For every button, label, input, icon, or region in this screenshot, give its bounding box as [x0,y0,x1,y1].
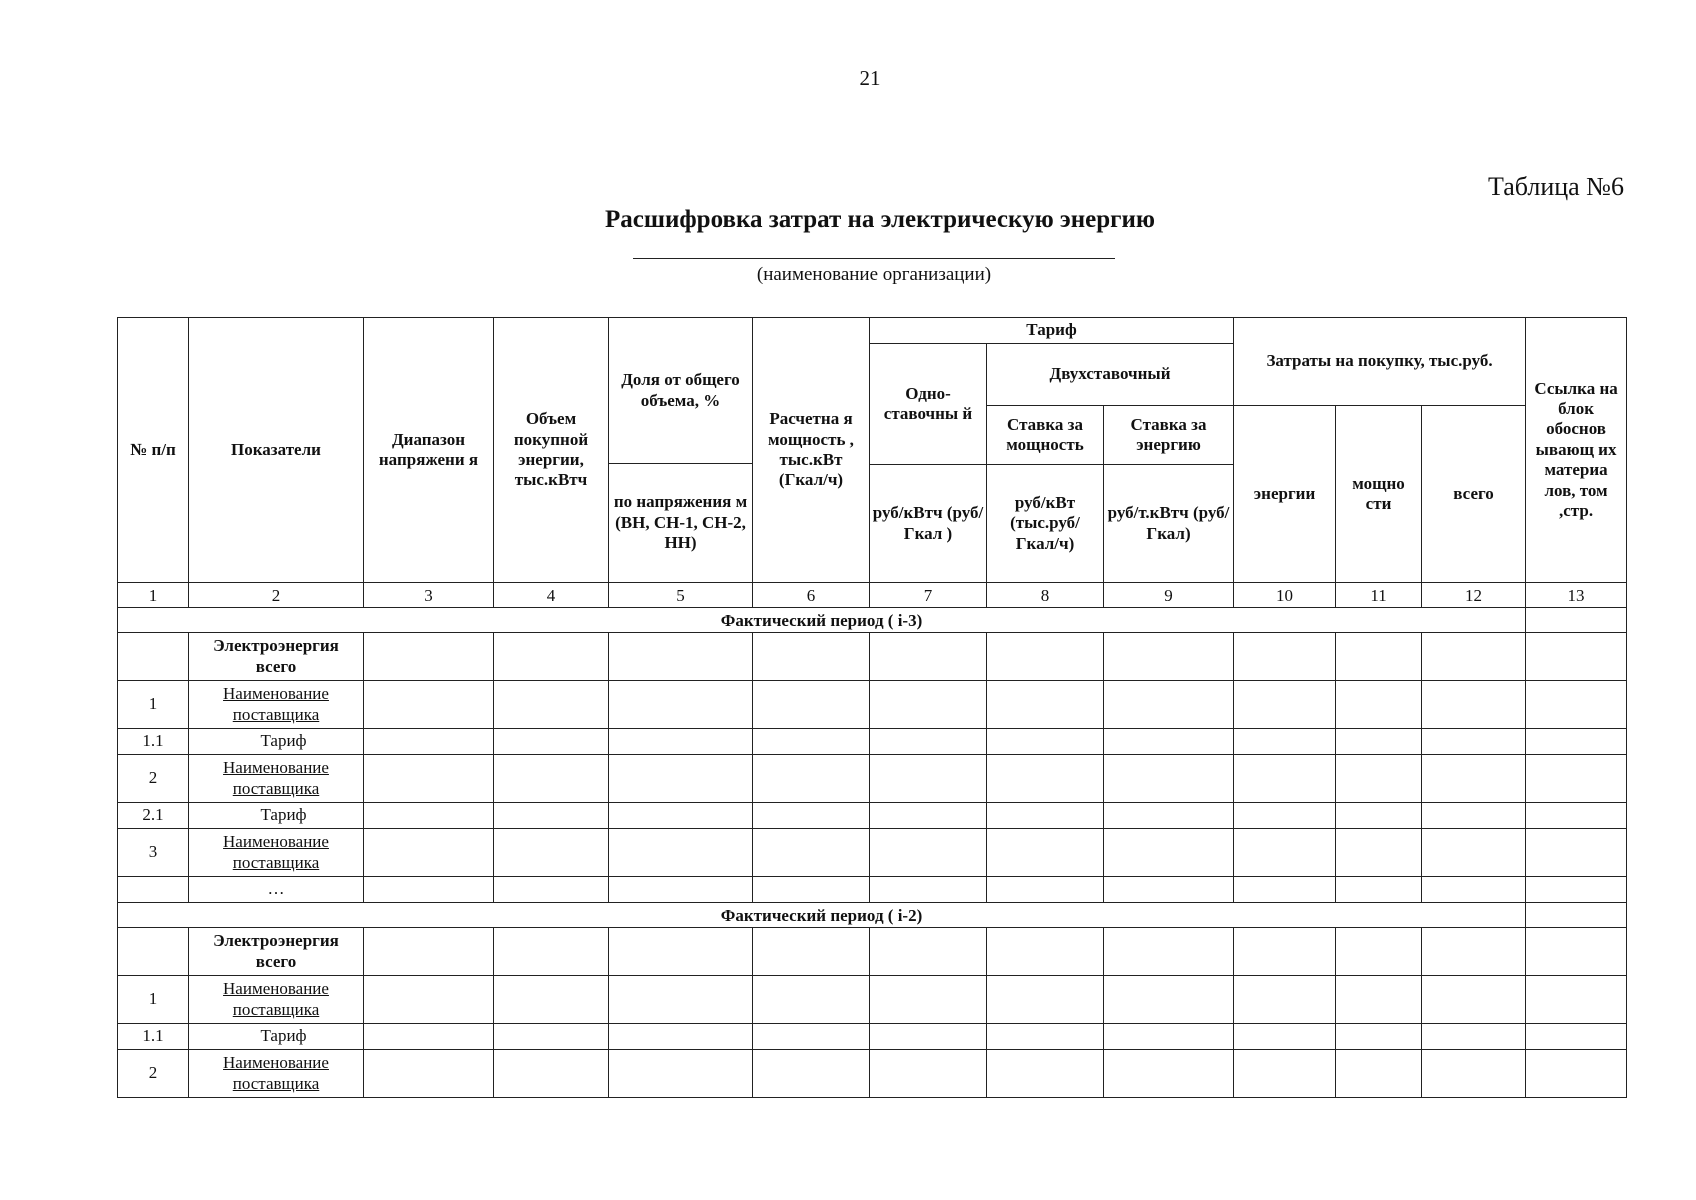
header-reference: Ссылка на блок обоснов ывающ их материа лов, том ,стр. [1526,318,1627,583]
empty-cell [494,681,609,729]
empty-cell [1422,633,1526,681]
header-cost-total: всего [1422,406,1526,583]
empty-cell [609,755,753,803]
table-row [118,1024,1627,1050]
empty-cell [1104,976,1234,1024]
table-row [118,803,1627,829]
empty-cell [1422,829,1526,877]
empty-cell [1526,976,1627,1024]
empty-cell [1104,1050,1234,1098]
header-single-rate: Одно- ставочны й [870,344,987,465]
table-row [118,755,1627,803]
row-number [118,633,189,681]
empty-cell [494,1050,609,1098]
row-label: … [189,877,364,903]
row-label: Электроэнергия всего [189,928,364,976]
row-label: Наименование поставщика [189,829,364,877]
empty-cell [364,633,494,681]
row-number: 1.1 [118,1024,189,1050]
empty-cell [1526,729,1627,755]
empty-cell [870,928,987,976]
header-cost-energy: энергии [1234,406,1336,583]
empty-cell [1526,877,1627,903]
empty-cell [753,829,870,877]
empty-cell [1104,928,1234,976]
organization-caption: (наименование организации) [756,264,992,285]
row-number: 1 [118,681,189,729]
empty-cell [870,829,987,877]
empty-cell [1234,803,1336,829]
empty-cell [1104,681,1234,729]
table-row [118,928,1627,976]
table-row [118,877,1627,903]
header-rate-energy-unit: руб/т.кВтч (руб/Гкал) [1104,465,1234,583]
header-share: Доля от общего объема, % [609,318,753,464]
empty-cell [1104,1024,1234,1050]
row-number: 1 [118,976,189,1024]
empty-cell [1526,928,1627,976]
empty-cell [1234,1024,1336,1050]
header-rate-energy: Ставка за энергию [1104,406,1234,465]
row-label: Наименование поставщика [189,755,364,803]
empty-cell [494,829,609,877]
row-number [118,928,189,976]
empty-cell [609,1024,753,1050]
row-number: 2 [118,755,189,803]
row-number: 2.1 [118,803,189,829]
empty-cell [1336,877,1422,903]
empty-cell [1234,877,1336,903]
empty-cell [1422,1024,1526,1050]
empty-cell [1336,976,1422,1024]
column-number: 12 [1422,583,1526,608]
empty-cell [1526,829,1627,877]
table-row [118,633,1627,681]
empty-cell [1422,976,1526,1024]
empty-cell [1526,1050,1627,1098]
empty-cell [1104,829,1234,877]
column-number: 2 [189,583,364,608]
header-single-rate-unit: руб/кВтч (руб/Гкал ) [870,465,987,583]
empty-cell [494,633,609,681]
column-number: 4 [494,583,609,608]
header-tariff: Тариф [870,318,1234,344]
empty-cell [1104,633,1234,681]
empty-cell [1104,729,1234,755]
column-number: 5 [609,583,753,608]
empty-cell [753,1024,870,1050]
empty-cell [364,729,494,755]
empty-cell [987,755,1104,803]
empty-cell [1526,681,1627,729]
page-number: 21 [859,66,881,90]
empty-cell [753,755,870,803]
empty-cell [753,681,870,729]
row-label: Наименование поставщика [189,976,364,1024]
empty-cell [1234,976,1336,1024]
empty-cell [494,877,609,903]
empty-cell [364,1024,494,1050]
header-costs: Затраты на покупку, тыс.руб. [1234,318,1526,406]
table-body [118,583,1627,1098]
empty-cell [1234,633,1336,681]
row-label: Тариф [189,729,364,755]
empty-cell [609,829,753,877]
empty-cell [1234,755,1336,803]
header-share-by-voltage: по напряжения м (ВН, СН-1, СН-2, НН) [609,464,753,583]
empty-cell [870,633,987,681]
header-rate-power: Ставка за мощность [987,406,1104,465]
empty-cell [1234,1050,1336,1098]
empty-cell [609,681,753,729]
column-number: 8 [987,583,1104,608]
header-no: № п/п [118,318,189,583]
column-number: 11 [1336,583,1422,608]
empty-cell [753,633,870,681]
table-label: Таблица №6 [1487,172,1624,201]
empty-cell [364,1050,494,1098]
empty-cell [494,976,609,1024]
empty-cell [870,1024,987,1050]
empty-cell [1336,1050,1422,1098]
empty-cell [609,1050,753,1098]
empty-cell [1422,681,1526,729]
empty-cell [1234,928,1336,976]
empty-cell [1104,803,1234,829]
empty-cell [1422,1050,1526,1098]
empty-cell [1422,877,1526,903]
row-label: Тариф [189,803,364,829]
empty-cell [753,877,870,903]
cost-breakdown-table [117,317,1627,1098]
empty-cell [1104,755,1234,803]
column-number: 9 [1104,583,1234,608]
empty-cell [1336,928,1422,976]
table-row [118,729,1627,755]
empty-cell [870,729,987,755]
empty-cell [753,1050,870,1098]
empty-cell [1234,681,1336,729]
header-indicators: Показатели [189,318,364,583]
empty-cell [987,976,1104,1024]
table-row [118,1050,1627,1098]
empty-cell [1526,755,1627,803]
table-row [118,976,1627,1024]
empty-cell [753,803,870,829]
empty-cell [987,877,1104,903]
column-number: 7 [870,583,987,608]
empty-cell [870,877,987,903]
empty-cell [494,803,609,829]
empty-cell [1336,633,1422,681]
empty-cell [753,729,870,755]
empty-cell [1336,755,1422,803]
empty-cell [753,928,870,976]
organization-name-line [633,258,1115,259]
period-reference-cell [1526,903,1627,928]
column-number: 3 [364,583,494,608]
empty-cell [1526,1024,1627,1050]
empty-cell [609,633,753,681]
empty-cell [494,729,609,755]
row-label: Электроэнергия всего [189,633,364,681]
header-rate-power-unit: руб/кВт (тыс.руб/ Гкал/ч) [987,465,1104,583]
row-label: Наименование поставщика [189,681,364,729]
empty-cell [870,681,987,729]
document-title: Расшифровка затрат на электрическую энергию [605,206,1155,233]
empty-cell [364,803,494,829]
empty-cell [609,729,753,755]
empty-cell [1336,729,1422,755]
table-row [118,681,1627,729]
empty-cell [364,928,494,976]
row-number [118,877,189,903]
empty-cell [753,976,870,1024]
empty-cell [494,928,609,976]
header-two-rate: Двухставочный [987,344,1234,406]
empty-cell [609,803,753,829]
empty-cell [1526,633,1627,681]
column-number: 1 [118,583,189,608]
empty-cell [494,755,609,803]
empty-cell [870,803,987,829]
period-title: Фактический период ( i-2) [118,903,1526,928]
row-number: 1.1 [118,729,189,755]
empty-cell [987,829,1104,877]
empty-cell [870,1050,987,1098]
empty-cell [987,803,1104,829]
header-capacity: Расчетна я мощность , тыс.кВт (Гкал/ч) [753,318,870,583]
empty-cell [1422,928,1526,976]
period-title: Фактический период ( i-3) [118,608,1526,633]
empty-cell [609,877,753,903]
empty-cell [870,976,987,1024]
empty-cell [1234,829,1336,877]
period-row [118,903,1627,928]
empty-cell [1336,829,1422,877]
empty-cell [364,877,494,903]
empty-cell [1422,803,1526,829]
empty-cell [1422,755,1526,803]
table-header [118,318,1627,583]
empty-cell [987,1024,1104,1050]
table-row [118,829,1627,877]
empty-cell [987,1050,1104,1098]
period-reference-cell [1526,608,1627,633]
column-numbers-row [118,583,1627,608]
header-cost-power: мощно сти [1336,406,1422,583]
empty-cell [1336,681,1422,729]
column-number: 13 [1526,583,1627,608]
empty-cell [1336,1024,1422,1050]
header-volume: Объем покупной энергии, тыс.кВтч [494,318,609,583]
empty-cell [609,976,753,1024]
empty-cell [364,755,494,803]
empty-cell [1336,803,1422,829]
period-row [118,608,1627,633]
row-label: Тариф [189,1024,364,1050]
header-voltage-range: Диапазон напряжени я [364,318,494,583]
row-number: 2 [118,1050,189,1098]
empty-cell [609,928,753,976]
empty-cell [364,976,494,1024]
empty-cell [364,681,494,729]
empty-cell [987,681,1104,729]
empty-cell [987,729,1104,755]
empty-cell [870,755,987,803]
empty-cell [1526,803,1627,829]
empty-cell [987,928,1104,976]
column-number: 10 [1234,583,1336,608]
empty-cell [987,633,1104,681]
empty-cell [364,829,494,877]
empty-cell [1234,729,1336,755]
row-label: Наименование поставщика [189,1050,364,1098]
empty-cell [1104,877,1234,903]
column-number: 6 [753,583,870,608]
empty-cell [494,1024,609,1050]
empty-cell [1422,729,1526,755]
row-number: 3 [118,829,189,877]
